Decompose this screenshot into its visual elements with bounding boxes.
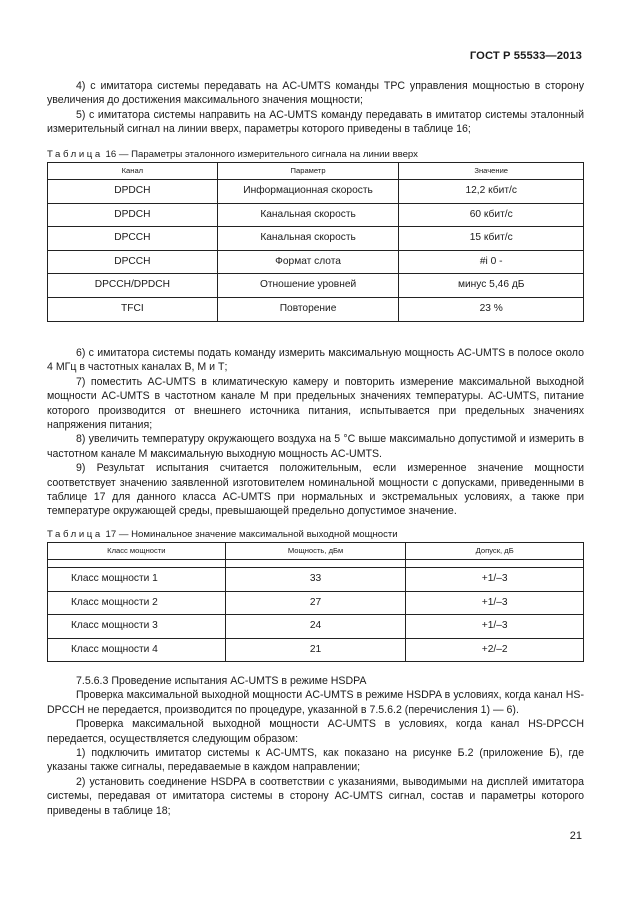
table-caption-text: 17 — Номинальное значение максимальной выходной мощности xyxy=(105,529,398,540)
header-cell: Значение xyxy=(399,163,584,180)
table-cell: 33 xyxy=(225,568,406,592)
table-row xyxy=(48,568,584,592)
table-cell: #i 0 - xyxy=(399,250,584,274)
paragraph: 1) подключить имитатор системы к AC-UMTS, как показано на рисунке Б.2 (приложение Б), где указаны также сигналы, передаваемые в каждом направлении; xyxy=(47,747,584,774)
table-cell: минус 5,46 дБ xyxy=(399,274,584,298)
table-cell: 27 xyxy=(225,591,406,615)
header-cell: Допуск, дБ xyxy=(406,543,584,560)
table-row xyxy=(48,203,584,227)
table-cell: +2/–2 xyxy=(406,638,584,662)
paragraph: 4) с имитатора системы передавать на AC-UMTS команды TPC управления мощностью в сторону увеличения до достижения максимального значения мощности; xyxy=(47,80,584,107)
table-17 xyxy=(47,542,584,662)
table-cell: TFCI xyxy=(48,297,218,321)
section-title: 7.5.6.3 Проведение испытания AC-UMTS в режиме HSDPA xyxy=(76,675,367,687)
table-cell: Отношение уровней xyxy=(217,274,399,298)
spacer-cell xyxy=(225,560,406,568)
table-cell: Повторение xyxy=(217,297,399,321)
paragraph: 2) установить соединение HSDPA в соответствии с указаниями, выводимыми на дисплей имитатора системы, передавая от имитатора системы в сторону AC-UMTS сигнал, состав и параметры которого приведены в таблице 18; xyxy=(47,775,584,817)
table-row xyxy=(48,250,584,274)
table-cell: +1/–3 xyxy=(406,591,584,615)
table-row xyxy=(48,297,584,321)
table-cell: Класс мощности 4 xyxy=(48,638,226,662)
table-cell: +1/–3 xyxy=(406,568,584,592)
page-number: 21 xyxy=(569,830,582,842)
table-caption-lead: Таблица xyxy=(47,149,103,160)
paragraph: Проверка максимальной выходной мощности AC-UMTS в режиме HSDPA в условиях, когда канал HS-DPCCH не передается, производится по процедуре, указанной в 7.5.6.2 (перечисления 1) — 6). xyxy=(47,689,584,716)
table-row xyxy=(48,638,584,662)
table17-caption xyxy=(47,528,398,542)
table-row xyxy=(48,591,584,615)
table16-caption xyxy=(47,148,418,162)
table-cell: DPCCH xyxy=(48,250,218,274)
table-cell: 23 % xyxy=(399,297,584,321)
table-cell: 12,2 кбит/с xyxy=(399,180,584,204)
paragraph: 5) с имитатора системы направить на AC-UMTS команду передавать в имитатор системы эталонный измерительный сигнал на линии вверх, параметры которого приведены в таблице 16; xyxy=(47,108,584,136)
table-cell: Формат слота xyxy=(217,250,399,274)
table-cell: DPDCH xyxy=(48,203,218,227)
header-cell: Параметр xyxy=(217,163,399,180)
paragraph: 6) с имитатора системы подать команду измерить максимальную мощность AC-UMTS в полосе около 4 МГц в частотных каналах В, М и Т; xyxy=(47,347,584,374)
table-row xyxy=(48,180,584,204)
table-cell: 15 кбит/с xyxy=(399,227,584,251)
table-row xyxy=(48,615,584,639)
table-cell: 24 xyxy=(225,615,406,639)
table-header-row xyxy=(48,543,584,560)
paragraph-block-2 xyxy=(47,346,584,519)
table-cell: +1/–3 xyxy=(406,615,584,639)
table-cell: 60 кбит/с xyxy=(399,203,584,227)
paragraph: 9) Результат испытания считается положительным, если измеренное значение мощности соответствует значению заявленной изготовителем номинальной мощности с допусками, приведенными в таблице 17 для данного класса AC-UMTS при нормальных и экстремальных условиях, а также при температуре окружающей среды, превышающей предельно допустимое значение. xyxy=(47,462,584,518)
paragraph: 7) поместить AC-UMTS в климатическую камеру и повторить измерение максимальной выходной мощности AC-UMTS в частотном канале М при предельных значениях температуры. AC-UMTS, питание которого производится от внешнего источника питания, испытывается при предельных значениях напряжения питания; xyxy=(47,375,584,432)
table-cell: DPDCH xyxy=(48,180,218,204)
table-cell: Класс мощности 3 xyxy=(48,615,226,639)
header-cell: Канал xyxy=(48,163,218,180)
table-cell: Канальная скорость xyxy=(217,203,399,227)
header-cell: Мощность, дБм xyxy=(225,543,406,560)
table-caption-lead: Таблица xyxy=(47,529,103,540)
table-row xyxy=(48,227,584,251)
table-cell: Канальная скорость xyxy=(217,227,399,251)
spacer-cell xyxy=(48,560,226,568)
spacer-cell xyxy=(406,560,584,568)
table-header-row xyxy=(48,163,584,180)
table-cell: Класс мощности 2 xyxy=(48,591,226,615)
table-16 xyxy=(47,162,584,322)
table-cell: DPCCH xyxy=(48,227,218,251)
standard-header: ГОСТ Р 55533—2013 xyxy=(469,50,582,62)
table-cell: Информационная скорость xyxy=(217,180,399,204)
paragraph: Проверка максимальной выходной мощности AC-UMTS в условиях, когда канал HS-DPCCH передается, осуществляется следующим образом: xyxy=(47,718,584,745)
paragraph-block-1 xyxy=(47,79,584,137)
paragraph: 8) увеличить температуру окружающего воздуха на 5 °С выше максимально допустимой и измерить в частотном канале М максимальную выходную мощность AC-UMTS. xyxy=(47,433,584,460)
table-caption-text: 16 — Параметры эталонного измерительного сигнала на линии вверх xyxy=(105,149,418,160)
table-spacer-row xyxy=(48,560,584,568)
table-cell: 21 xyxy=(225,638,406,662)
table-cell: Класс мощности 1 xyxy=(48,568,226,592)
header-cell: Класс мощности xyxy=(48,543,226,560)
table-cell: DPCCH/DPDCH xyxy=(48,274,218,298)
paragraph-block-3 xyxy=(47,674,584,818)
table-row xyxy=(48,274,584,298)
